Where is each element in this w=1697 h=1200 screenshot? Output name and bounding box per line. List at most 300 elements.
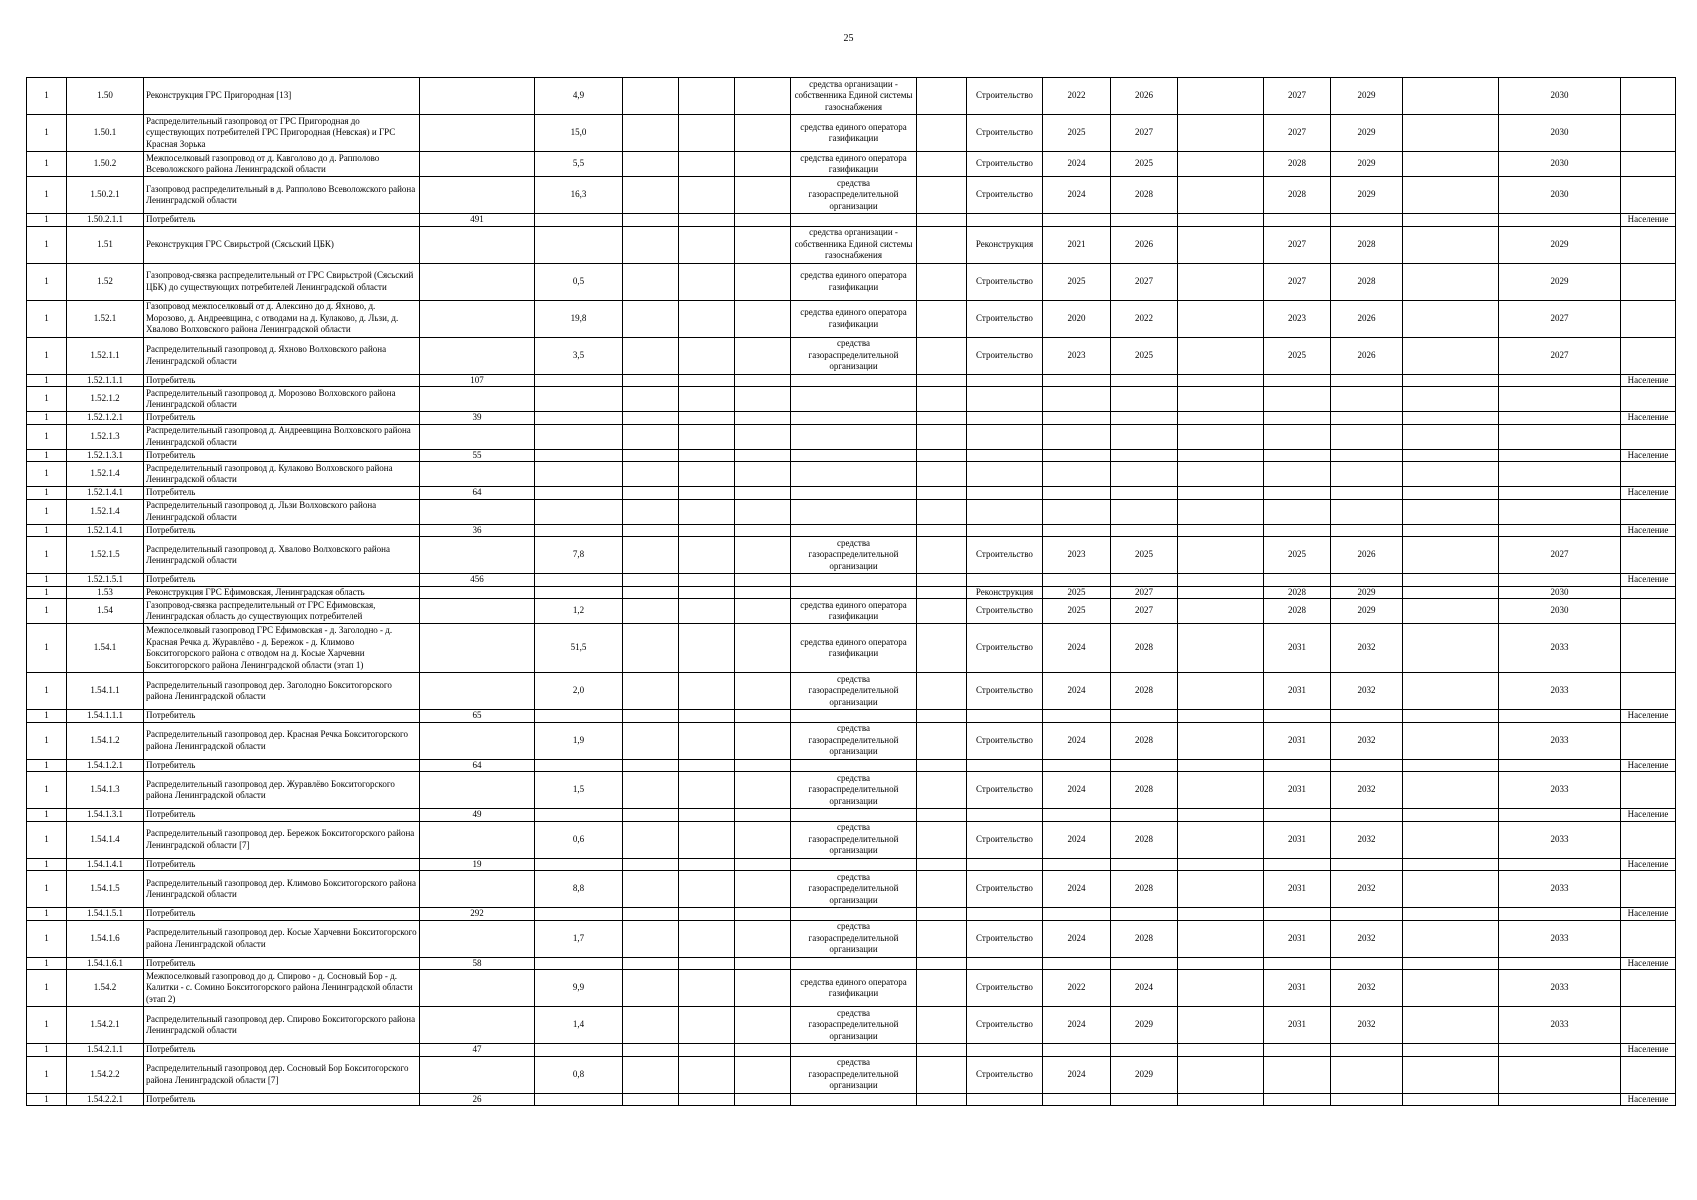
cell-year-5 [1499, 412, 1621, 425]
cell-year-5 [1499, 462, 1621, 487]
cell-empty [623, 499, 679, 524]
gasification-table [26, 77, 1676, 1106]
cell-year-5: 2033 [1499, 821, 1621, 858]
cell-year-end: 2028 [1111, 871, 1178, 908]
cell-object-name: Потребитель [144, 412, 420, 425]
cell-consumers [420, 970, 535, 1007]
cell-item-number: 1.54.2.1.1 [67, 1044, 144, 1057]
cell-year-end [1111, 908, 1178, 921]
cell-empty [917, 1007, 967, 1044]
cell-funding-source: средства газораспределительной организации [791, 722, 917, 759]
cell-empty [679, 821, 735, 858]
cell-empty [679, 574, 735, 587]
cell-year-3: 2028 [1264, 152, 1331, 177]
cell-item-number: 1.54.1.2.1 [67, 759, 144, 772]
cell-year-5 [1499, 499, 1621, 524]
cell-empty [1178, 177, 1264, 214]
cell-year-end: 2024 [1111, 970, 1178, 1007]
cell-category [1621, 78, 1676, 115]
table-row [27, 759, 1676, 772]
page-number: 25 [843, 33, 854, 44]
cell-item-number: 1.54.1.5.1 [67, 908, 144, 921]
cell-empty [623, 1093, 679, 1106]
cell-consumers [420, 537, 535, 574]
cell-year-4 [1331, 412, 1403, 425]
cell-empty [679, 214, 735, 227]
cell-length: 0,5 [535, 263, 623, 300]
cell-year-5: 2033 [1499, 673, 1621, 710]
cell-empty [735, 487, 791, 500]
cell-year-start: 2024 [1043, 1007, 1111, 1044]
cell-empty [1178, 524, 1264, 537]
cell-item-number: 1.54.1.4.1 [67, 858, 144, 871]
cell-year-start: 2024 [1043, 920, 1111, 957]
cell-consumers [420, 462, 535, 487]
cell-item-number: 1.50 [67, 78, 144, 115]
cell-year-4: 2029 [1331, 78, 1403, 115]
cell-year-end [1111, 1044, 1178, 1057]
cell-year-3: 2025 [1264, 337, 1331, 374]
cell-funding-source: средства газораспределительной организации [791, 1007, 917, 1044]
cell-length [535, 908, 623, 921]
cell-year-start [1043, 858, 1111, 871]
cell-empty [735, 78, 791, 115]
cell-year-5: 2030 [1499, 599, 1621, 624]
cell-funding-source [791, 524, 917, 537]
cell-empty [1178, 722, 1264, 759]
cell-index: 1 [27, 599, 67, 624]
cell-funding-source: средства единого оператора газификации [791, 152, 917, 177]
cell-empty [917, 722, 967, 759]
cell-length: 51,5 [535, 624, 623, 673]
cell-category [1621, 462, 1676, 487]
cell-consumers: 47 [420, 1044, 535, 1057]
table-row [27, 1044, 1676, 1057]
cell-consumers [420, 177, 535, 214]
cell-empty [917, 374, 967, 387]
cell-funding-source [791, 858, 917, 871]
cell-empty [917, 424, 967, 449]
cell-funding-source: средства газораспределительной организации [791, 871, 917, 908]
cell-item-number: 1.50.1 [67, 115, 144, 152]
cell-length: 0,6 [535, 821, 623, 858]
cell-funding-source: средства газораспределительной организации [791, 772, 917, 809]
cell-item-number: 1.52.1.3 [67, 424, 144, 449]
cell-index: 1 [27, 871, 67, 908]
cell-funding-source [791, 412, 917, 425]
cell-year-start: 2020 [1043, 300, 1111, 337]
cell-empty [1403, 772, 1499, 809]
cell-empty [679, 920, 735, 957]
cell-empty [679, 1007, 735, 1044]
cell-consumers [420, 920, 535, 957]
cell-empty [1178, 673, 1264, 710]
cell-object-name: Распределительный газопровод д. Морозово Волховского района Ленинградской области [144, 387, 420, 412]
cell-empty [1178, 424, 1264, 449]
cell-year-5 [1499, 710, 1621, 723]
cell-index: 1 [27, 374, 67, 387]
cell-year-3: 2031 [1264, 722, 1331, 759]
cell-empty [735, 263, 791, 300]
cell-empty [623, 226, 679, 263]
cell-empty [679, 537, 735, 574]
cell-item-number: 1.54.1 [67, 624, 144, 673]
cell-year-end [1111, 858, 1178, 871]
cell-year-5: 2033 [1499, 871, 1621, 908]
cell-empty [679, 78, 735, 115]
cell-length [535, 412, 623, 425]
cell-item-number: 1.54 [67, 599, 144, 624]
cell-work-type: Строительство [967, 337, 1043, 374]
cell-item-number: 1.54.2.2 [67, 1056, 144, 1093]
cell-empty [917, 537, 967, 574]
cell-index: 1 [27, 970, 67, 1007]
cell-category [1621, 970, 1676, 1007]
cell-consumers [420, 722, 535, 759]
cell-funding-source: средства единого оператора газификации [791, 599, 917, 624]
cell-year-start [1043, 499, 1111, 524]
cell-length: 4,9 [535, 78, 623, 115]
cell-year-3 [1264, 908, 1331, 921]
cell-empty [917, 387, 967, 412]
cell-empty [917, 487, 967, 500]
cell-length: 1,7 [535, 920, 623, 957]
cell-length [535, 374, 623, 387]
cell-year-5: 2029 [1499, 263, 1621, 300]
cell-empty [1403, 499, 1499, 524]
cell-empty [1178, 1093, 1264, 1106]
cell-object-name: Газопровод межпоселковый от д. Алексино до д. Яхново, д. Морозово, д. Андреевщина, с отводами на д. Кулаково, д. Льзи, д. Хвалово Волховского района Ленинградской области [144, 300, 420, 337]
cell-empty [623, 710, 679, 723]
cell-index: 1 [27, 263, 67, 300]
cell-consumers [420, 300, 535, 337]
cell-year-3 [1264, 374, 1331, 387]
cell-empty [679, 487, 735, 500]
cell-category: Население [1621, 449, 1676, 462]
cell-category [1621, 152, 1676, 177]
cell-empty [1403, 1093, 1499, 1106]
cell-empty [917, 673, 967, 710]
cell-year-end: 2028 [1111, 821, 1178, 858]
cell-empty [735, 374, 791, 387]
cell-empty [679, 374, 735, 387]
cell-year-3 [1264, 449, 1331, 462]
cell-year-5: 2027 [1499, 300, 1621, 337]
cell-empty [623, 1044, 679, 1057]
table-row [27, 772, 1676, 809]
cell-work-type [967, 524, 1043, 537]
cell-year-4: 2032 [1331, 970, 1403, 1007]
cell-year-start [1043, 759, 1111, 772]
cell-year-3 [1264, 1044, 1331, 1057]
cell-year-end [1111, 499, 1178, 524]
cell-empty [679, 226, 735, 263]
cell-funding-source: средства единого оператора газификации [791, 970, 917, 1007]
cell-object-name: Распределительный газопровод дер. Бережок Бокситогорского района Ленинградской области [7] [144, 821, 420, 858]
cell-funding-source: средства организации - собственника Единой системы газоснабжения [791, 226, 917, 263]
cell-consumers: 292 [420, 908, 535, 921]
cell-index: 1 [27, 449, 67, 462]
cell-funding-source: средства газораспределительной организации [791, 337, 917, 374]
cell-object-name: Газопровод-связка распределительный от ГРС Ефимовская, Ленинградская область до существующих потребителей [144, 599, 420, 624]
cell-empty [679, 499, 735, 524]
cell-empty [735, 710, 791, 723]
cell-length [535, 710, 623, 723]
cell-year-end: 2027 [1111, 263, 1178, 300]
cell-year-5: 2030 [1499, 586, 1621, 599]
cell-funding-source [791, 586, 917, 599]
cell-consumers [420, 599, 535, 624]
cell-year-5 [1499, 374, 1621, 387]
cell-consumers: 26 [420, 1093, 535, 1106]
table-row [27, 821, 1676, 858]
cell-empty [1403, 809, 1499, 822]
cell-year-start [1043, 214, 1111, 227]
table-row [27, 78, 1676, 115]
cell-empty [1178, 821, 1264, 858]
cell-year-end [1111, 424, 1178, 449]
cell-year-end [1111, 412, 1178, 425]
cell-object-name: Потребитель [144, 374, 420, 387]
cell-empty [735, 412, 791, 425]
cell-funding-source [791, 462, 917, 487]
cell-item-number: 1.54.1.1 [67, 673, 144, 710]
cell-length [535, 586, 623, 599]
cell-empty [623, 263, 679, 300]
cell-funding-source: средства газораспределительной организации [791, 673, 917, 710]
cell-funding-source [791, 487, 917, 500]
cell-empty [735, 586, 791, 599]
cell-object-name: Реконструкция ГРС Свирьстрой (Сясьский ЦБК) [144, 226, 420, 263]
cell-empty [679, 970, 735, 1007]
cell-year-3 [1264, 858, 1331, 871]
cell-empty [1178, 586, 1264, 599]
cell-item-number: 1.54.1.6.1 [67, 957, 144, 970]
cell-year-5: 2030 [1499, 177, 1621, 214]
cell-year-4: 2032 [1331, 920, 1403, 957]
cell-empty [917, 177, 967, 214]
cell-empty [1178, 759, 1264, 772]
cell-category: Население [1621, 214, 1676, 227]
cell-work-type: Реконструкция [967, 586, 1043, 599]
cell-work-type [967, 424, 1043, 449]
cell-year-end: 2029 [1111, 1056, 1178, 1093]
cell-empty [679, 957, 735, 970]
cell-empty [917, 759, 967, 772]
cell-work-type: Строительство [967, 78, 1043, 115]
cell-length [535, 574, 623, 587]
cell-year-5 [1499, 1093, 1621, 1106]
table-row [27, 537, 1676, 574]
cell-length: 7,8 [535, 537, 623, 574]
cell-empty [1178, 809, 1264, 822]
cell-year-end [1111, 809, 1178, 822]
cell-object-name: Потребитель [144, 449, 420, 462]
cell-funding-source [791, 1093, 917, 1106]
cell-index: 1 [27, 759, 67, 772]
cell-year-start: 2024 [1043, 821, 1111, 858]
cell-year-3: 2031 [1264, 1007, 1331, 1044]
cell-empty [1178, 1056, 1264, 1093]
cell-item-number: 1.52.1.2.1 [67, 412, 144, 425]
cell-year-end: 2027 [1111, 115, 1178, 152]
cell-empty [623, 673, 679, 710]
cell-year-start [1043, 374, 1111, 387]
cell-empty [679, 624, 735, 673]
cell-year-start [1043, 809, 1111, 822]
cell-empty [623, 374, 679, 387]
cell-index: 1 [27, 624, 67, 673]
cell-year-3: 2027 [1264, 78, 1331, 115]
cell-empty [1403, 1056, 1499, 1093]
cell-empty [1403, 300, 1499, 337]
cell-length [535, 226, 623, 263]
cell-year-start: 2023 [1043, 537, 1111, 574]
cell-work-type [967, 412, 1043, 425]
cell-year-4: 2026 [1331, 300, 1403, 337]
cell-length: 1,5 [535, 772, 623, 809]
cell-work-type: Строительство [967, 263, 1043, 300]
cell-year-start [1043, 1044, 1111, 1057]
cell-object-name: Потребитель [144, 574, 420, 587]
cell-empty [1178, 772, 1264, 809]
cell-year-start: 2024 [1043, 1056, 1111, 1093]
cell-empty [917, 263, 967, 300]
cell-year-4 [1331, 449, 1403, 462]
cell-empty [679, 524, 735, 537]
cell-empty [917, 499, 967, 524]
cell-empty [735, 537, 791, 574]
cell-empty [1178, 908, 1264, 921]
cell-empty [1403, 599, 1499, 624]
cell-empty [735, 152, 791, 177]
cell-empty [735, 177, 791, 214]
cell-work-type: Строительство [967, 772, 1043, 809]
cell-empty [623, 152, 679, 177]
cell-year-4: 2026 [1331, 537, 1403, 574]
cell-empty [679, 809, 735, 822]
cell-index: 1 [27, 586, 67, 599]
cell-year-end: 2029 [1111, 1007, 1178, 1044]
cell-work-type: Строительство [967, 624, 1043, 673]
cell-empty [1178, 337, 1264, 374]
cell-empty [1403, 673, 1499, 710]
cell-year-5: 2033 [1499, 624, 1621, 673]
cell-empty [623, 957, 679, 970]
cell-year-start: 2025 [1043, 115, 1111, 152]
cell-consumers: 49 [420, 809, 535, 822]
cell-work-type: Строительство [967, 871, 1043, 908]
cell-empty [623, 970, 679, 1007]
cell-object-name: Распределительный газопровод д. Яхново Волховского района Ленинградской области [144, 337, 420, 374]
cell-empty [679, 1044, 735, 1057]
cell-empty [1178, 449, 1264, 462]
cell-empty [623, 871, 679, 908]
cell-item-number: 1.52.1.4 [67, 499, 144, 524]
cell-year-5 [1499, 1044, 1621, 1057]
cell-year-start: 2024 [1043, 152, 1111, 177]
cell-empty [623, 574, 679, 587]
cell-empty [1178, 152, 1264, 177]
cell-empty [1403, 214, 1499, 227]
cell-consumers: 55 [420, 449, 535, 462]
cell-year-start: 2024 [1043, 722, 1111, 759]
cell-empty [735, 462, 791, 487]
cell-year-end [1111, 1093, 1178, 1106]
cell-empty [735, 1007, 791, 1044]
cell-year-start [1043, 908, 1111, 921]
cell-funding-source [791, 1044, 917, 1057]
cell-index: 1 [27, 1044, 67, 1057]
cell-index: 1 [27, 809, 67, 822]
cell-empty [1178, 412, 1264, 425]
cell-year-4: 2032 [1331, 673, 1403, 710]
cell-year-3 [1264, 1056, 1331, 1093]
cell-work-type: Строительство [967, 599, 1043, 624]
cell-consumers [420, 821, 535, 858]
cell-empty [1178, 970, 1264, 1007]
cell-year-start [1043, 462, 1111, 487]
cell-empty [735, 957, 791, 970]
cell-category: Население [1621, 487, 1676, 500]
cell-funding-source: средства газораспределительной организации [791, 821, 917, 858]
cell-empty [1178, 462, 1264, 487]
cell-empty [679, 722, 735, 759]
cell-year-end [1111, 710, 1178, 723]
cell-index: 1 [27, 772, 67, 809]
table-row [27, 263, 1676, 300]
cell-length [535, 524, 623, 537]
table-row [27, 871, 1676, 908]
cell-consumers [420, 624, 535, 673]
cell-work-type [967, 908, 1043, 921]
cell-consumers [420, 337, 535, 374]
cell-index: 1 [27, 957, 67, 970]
cell-year-start: 2023 [1043, 337, 1111, 374]
cell-work-type: Строительство [967, 537, 1043, 574]
cell-index: 1 [27, 537, 67, 574]
cell-consumers [420, 1056, 535, 1093]
cell-item-number: 1.53 [67, 586, 144, 599]
cell-index: 1 [27, 424, 67, 449]
cell-funding-source [791, 908, 917, 921]
cell-empty [917, 115, 967, 152]
cell-year-end [1111, 524, 1178, 537]
cell-empty [679, 1056, 735, 1093]
cell-work-type: Строительство [967, 177, 1043, 214]
cell-empty [735, 821, 791, 858]
cell-year-start [1043, 1093, 1111, 1106]
cell-year-3: 2025 [1264, 537, 1331, 574]
cell-year-end: 2026 [1111, 226, 1178, 263]
cell-object-name: Распределительный газопровод д. Кулаково Волховского района Ленинградской области [144, 462, 420, 487]
cell-empty [735, 858, 791, 871]
cell-work-type: Строительство [967, 152, 1043, 177]
cell-year-3: 2031 [1264, 871, 1331, 908]
table-row [27, 226, 1676, 263]
cell-empty [679, 449, 735, 462]
cell-year-3 [1264, 710, 1331, 723]
cell-year-start: 2021 [1043, 226, 1111, 263]
cell-year-start: 2022 [1043, 78, 1111, 115]
cell-index: 1 [27, 524, 67, 537]
cell-category: Население [1621, 908, 1676, 921]
cell-year-4 [1331, 424, 1403, 449]
cell-empty [1403, 1044, 1499, 1057]
cell-year-4: 2028 [1331, 263, 1403, 300]
cell-item-number: 1.54.1.1.1 [67, 710, 144, 723]
cell-year-3: 2028 [1264, 599, 1331, 624]
